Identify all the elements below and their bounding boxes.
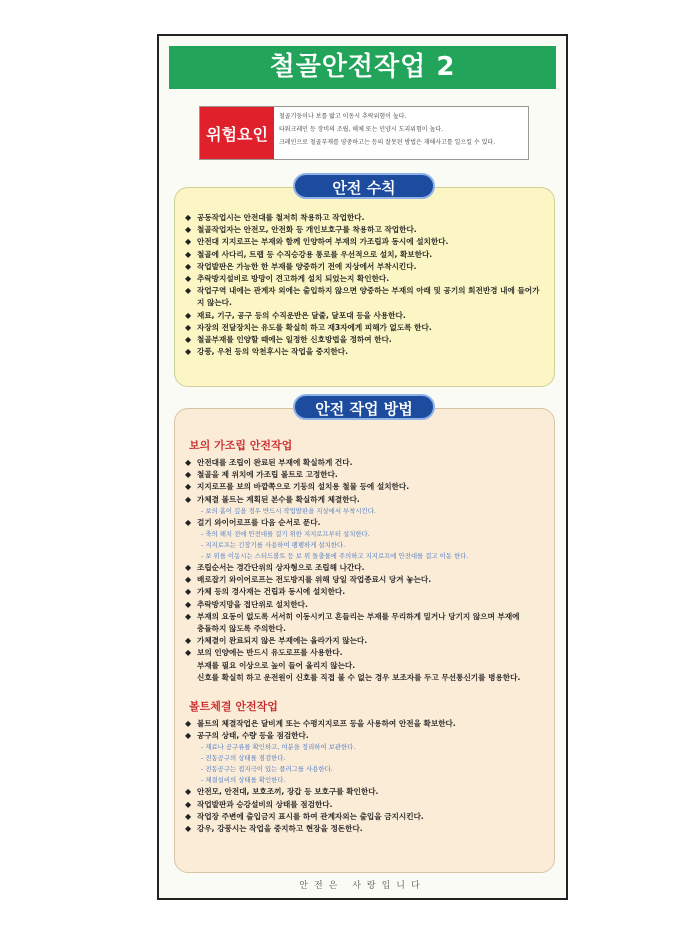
bolt-section-title: 볼트체결 안전작업: [189, 700, 278, 714]
list-item: [185, 469, 542, 481]
diamond-bullet-icon: ◆: [185, 347, 192, 357]
list-item-text: 걸기 와이어로프를 다음 순서로 푼다.: [197, 517, 321, 527]
list-item-text: 보의 인양에는 반드시 유도로프를 사용한다.: [197, 648, 343, 658]
list-item: [185, 346, 542, 358]
footer-slogan: 안전은 사랑입니다: [299, 881, 426, 891]
list-item-text: 볼트의 체결작업은 달비계 또는 수평지지로프 등을 사용하여 안전을 확보한다.: [197, 719, 456, 729]
bolt-list: [185, 718, 542, 835]
diamond-bullet-icon: ◆: [185, 225, 192, 235]
list-item-text: 철골을 제 위치에 가조립 볼트로 고정한다.: [197, 470, 338, 480]
diamond-bullet-icon: ◆: [185, 611, 192, 621]
hazard-panel: [199, 106, 529, 160]
safety-rules-box: [174, 187, 555, 387]
list-item: [185, 212, 542, 224]
methods-heading: 안전 작업 방법: [293, 394, 435, 420]
list-item: [185, 799, 542, 811]
list-item-text: 가체결 볼트는 계획된 본수를 확실하게 체결한다.: [197, 494, 360, 504]
list-item-text: 철골작업자는 안전모, 안전화 등 개인보호구를 착용하고 작업한다.: [197, 225, 417, 235]
list-item: [185, 236, 542, 248]
list-item: [185, 718, 542, 730]
list-item: [185, 599, 542, 611]
list-item: [185, 586, 542, 598]
diamond-bullet-icon: ◆: [185, 482, 192, 492]
sub-item: - 보 위를 이동시는 스터드볼트 등 보 위 돌출물에 주의하고 지지로프에 안전대를 걸고 이동 한다.: [201, 552, 469, 561]
list-item-text: 안전모, 안전대, 보호조끼, 장갑 등 보호구를 확인한다.: [197, 787, 379, 797]
diamond-bullet-icon: ◆: [185, 636, 192, 646]
list-item: [185, 457, 542, 469]
list-item-text: 지지로프를 보의 바깥쪽으로 기둥의 설치용 철물 등에 설치한다.: [197, 482, 410, 492]
diamond-bullet-icon: ◆: [185, 249, 192, 259]
list-item-text: 가체 등의 경사재는 건립과 동시에 설치한다.: [197, 587, 346, 597]
diamond-bullet-icon: ◆: [185, 563, 192, 573]
list-item-text: 작업발판과 승강설비의 상태를 점검한다.: [197, 799, 333, 809]
diamond-bullet-icon: ◆: [185, 824, 192, 834]
diamond-bullet-icon: ◆: [185, 310, 192, 320]
list-item: [185, 730, 542, 742]
sub-item: - 전동공구의 상태를 점검한다.: [201, 754, 286, 763]
diamond-bullet-icon: ◆: [185, 731, 192, 741]
list-item: [185, 249, 542, 261]
diamond-bullet-icon: ◆: [185, 648, 192, 658]
list-item: [185, 310, 542, 322]
sub-item: - 재료나 공구류를 확인하고, 여분을 정리하여 보관한다.: [201, 743, 356, 752]
diamond-bullet-icon: ◆: [185, 719, 192, 729]
sub-item: - 지지로프는 긴장기를 사용하여 팽팽하게 설치한다.: [201, 541, 346, 550]
continuation-line: 신호를 확실히 하고 운전원이 신호를 직접 볼 수 없는 경우 보조자를 두고 무선통신기를 병용한다.: [197, 672, 521, 682]
list-item-text: 작업발판은 가능한 한 부재를 양중하기 전에 지상에서 부착시킨다.: [197, 261, 417, 271]
list-item: [185, 647, 542, 659]
diamond-bullet-icon: ◆: [185, 599, 192, 609]
methods-box: [174, 408, 555, 873]
sub-item: - 전동공구는 접지극이 있는 플러그를 사용한다.: [201, 765, 333, 774]
hazard-item: 철골기둥이나 보를 밟고 이동시 추락위험이 높다.: [279, 113, 407, 120]
list-item-text: 안전대 지지로프는 부재와 함께 인양하여 부재의 가조립과 동시에 설치한다.: [197, 237, 449, 247]
list-item-text: 자장의 전달장치는 유도를 확실히 하고 재3자에게 피해가 없도록 한다.: [197, 322, 432, 332]
diamond-bullet-icon: ◆: [185, 587, 192, 597]
beam-section-title: 보의 가조립 안전작업: [189, 439, 293, 452]
list-item-text: 재료, 기구, 공구 등의 수직운반은 달줄, 달포대 등을 사용한다.: [197, 310, 406, 320]
diamond-bullet-icon: ◆: [185, 261, 192, 271]
list-item-text: 배로잡기 와이어로프는 전도방지를 위해 당일 작업종료시 당겨 놓는다.: [197, 575, 432, 585]
diamond-bullet-icon: ◆: [185, 322, 192, 332]
continuation-line: 부재를 필요 이상으로 높이 들어 올리지 않는다.: [197, 660, 356, 670]
diamond-bullet-icon: ◆: [185, 517, 192, 527]
diamond-bullet-icon: ◆: [185, 237, 192, 247]
diamond-bullet-icon: ◆: [185, 811, 192, 821]
list-item-text: 작업장 주변에 출입금지 표시를 하여 관계자외는 출입을 금지시킨다.: [197, 811, 424, 821]
list-item: [185, 322, 542, 334]
diamond-bullet-icon: ◆: [185, 470, 192, 480]
sub-item: - 보의 홈이 깊을 경우 반드시 작업발판을 지상에서 부착시킨다.: [201, 506, 376, 515]
diamond-bullet-icon: ◆: [185, 286, 192, 296]
list-item-text: 철골에 사다리, 트랩 등 수직승강용 통로를 우선적으로 설치, 확보한다.: [197, 249, 433, 259]
diamond-bullet-icon: ◆: [185, 274, 192, 284]
list-item: [185, 494, 542, 506]
hazard-list: [274, 107, 528, 159]
list-item: [185, 611, 542, 623]
diamond-bullet-icon: ◆: [185, 494, 192, 504]
list-item: [185, 261, 542, 273]
list-item: [185, 635, 542, 647]
list-item: [185, 574, 542, 586]
list-item-text: 안전대를 조립이 완료된 부재에 확실하게 건다.: [197, 458, 353, 467]
diamond-bullet-icon: ◆: [185, 213, 192, 222]
list-item-text: 철골부재를 인양할 때에는 일정한 신호방법을 정하여 한다.: [197, 335, 392, 345]
list-item-text: 가체결이 완료되지 않은 부재에는 올라가지 않는다.: [197, 636, 368, 646]
sub-item: - 체결설비의 상태를 확인한다.: [201, 776, 286, 785]
list-item-text: 강풍, 우천 등의 악천후시는 작업을 중지한다.: [197, 347, 349, 357]
list-item-text: 부재의 요동이 없도록 서서히 이동시키고 흔들리는 부재를 무리하게 밀거나 당기지 않으며 부재에: [197, 611, 520, 621]
continuation-line: 충돌하지 않도록 주의한다.: [197, 624, 286, 634]
list-item-text: 공동작업시는 안전대를 철저히 착용하고 작업한다.: [197, 213, 365, 222]
list-item-text: 추락방지설비로 방망이 견고하게 설치 되었는지 확인한다.: [197, 274, 390, 284]
diamond-bullet-icon: ◆: [185, 575, 192, 585]
list-item: [185, 285, 542, 309]
list-item: [185, 224, 542, 236]
beam-list: [185, 457, 542, 684]
list-item: [185, 517, 542, 529]
list-item-text: 공구의 상태, 수량 등을 점검한다.: [197, 731, 309, 741]
sub-item: - 축의 해치 전에 안전대를 걸기 위한 지지로프부터 설치한다.: [201, 530, 370, 539]
list-item: [185, 481, 542, 493]
diamond-bullet-icon: ◆: [185, 458, 192, 467]
list-item-text: 조립순서는 경간단위의 상자형으로 조립해 나간다.: [197, 563, 365, 573]
hazard-item: 타워크레인 등 장비의 조립, 해체 또는 인양시 도괴위험이 높다.: [279, 126, 443, 133]
list-item: [185, 811, 542, 823]
list-item: [185, 823, 542, 835]
list-item-text: 추락방지망을 접단위로 설치한다.: [197, 599, 308, 609]
hazard-label: 위험요인: [200, 107, 274, 159]
diamond-bullet-icon: ◆: [185, 335, 192, 345]
list-item: [185, 786, 542, 798]
poster-sheet: [157, 34, 568, 900]
list-item: [185, 334, 542, 346]
poster-title: 철골안전작업 2: [169, 46, 556, 89]
hazard-item: 크레인으로 철골부재를 양중하고는 등의 잘못된 방법은 재해사고를 일으킬 수 있다.: [279, 139, 496, 146]
safety-rules-heading: 안전 수칙: [293, 173, 435, 199]
list-item-text: 작업구역 내에는 관계자 외에는 출입하지 않으면 양중하는 부재의 아래 및 공기의 회전반경 내에 들어가지 않는다.: [197, 286, 540, 308]
diamond-bullet-icon: ◆: [185, 799, 192, 809]
diamond-bullet-icon: ◆: [185, 787, 192, 797]
list-item: [185, 562, 542, 574]
list-item-text: 강우, 강풍시는 작업을 중지하고 현장을 정돈한다.: [197, 824, 363, 834]
list-item: [185, 273, 542, 285]
safety-rules-list: [185, 212, 542, 358]
